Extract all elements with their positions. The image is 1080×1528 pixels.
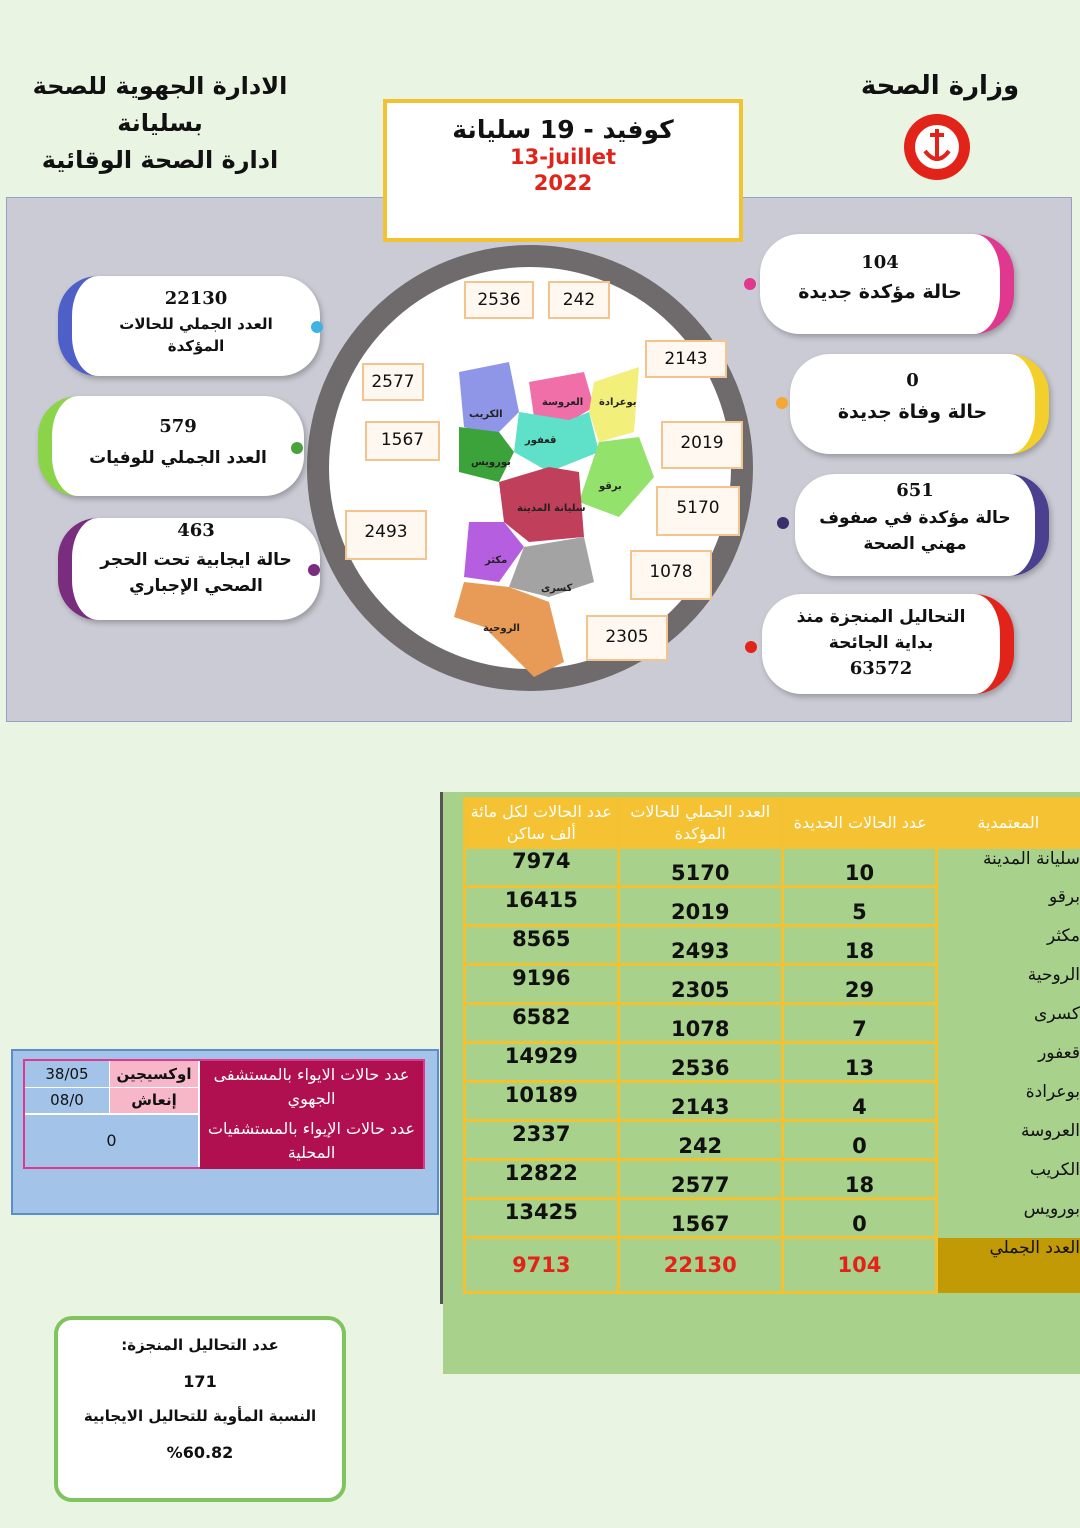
map-label-krib: 2577 — [362, 363, 424, 401]
per100k: 8565 — [465, 926, 619, 965]
total-cases: 2536 — [618, 1043, 782, 1082]
region-label-kesra: كسرى — [541, 583, 573, 594]
map-label-makthar: 2493 — [345, 510, 427, 560]
district-name: كسرى — [1034, 1003, 1080, 1024]
local-hosp-label: عدد حالات الإيواء بالمستشفيات المحلية — [200, 1115, 423, 1169]
table-row — [465, 1043, 1080, 1082]
total-total: 22130 — [618, 1238, 782, 1293]
region-label-krib: الكريب — [469, 409, 503, 420]
per100k: 6582 — [465, 1004, 619, 1043]
quarantine-dot — [308, 564, 320, 576]
header-total: العدد الجملي للحالات المؤكدة — [618, 797, 782, 849]
region-label-bourouis: بورويس — [471, 457, 511, 468]
table-row — [465, 849, 1080, 887]
new-cases: 7 — [782, 1004, 936, 1043]
icu-value: 08/0 — [25, 1088, 109, 1113]
icu-label: إنعاش — [110, 1088, 198, 1113]
table-row — [465, 887, 1080, 926]
district-name: مكثر — [1046, 925, 1080, 946]
year-line: 2022 — [533, 171, 593, 195]
region-label-siliana-city: سليانة المدينة — [517, 503, 586, 514]
map-label-bargou: 2019 — [661, 421, 743, 469]
total-cases: 2493 — [618, 926, 782, 965]
total-deaths-dot — [291, 442, 303, 454]
ministry-title: وزارة الصحة — [860, 71, 1020, 101]
tests-since-start-value: 63572 — [849, 658, 913, 679]
region-label-bouarada: بوعرادة — [599, 397, 637, 408]
region-krib — [459, 362, 519, 437]
total-cases: 2577 — [618, 1160, 782, 1199]
total-new: 104 — [782, 1238, 936, 1293]
map-label-kesra: 1078 — [630, 550, 712, 600]
per100k: 2337 — [465, 1121, 619, 1160]
card-new-confirmed — [760, 234, 1014, 334]
per100k: 9196 — [465, 965, 619, 1004]
header-district: المعتمدية — [937, 797, 1080, 849]
header-per100k: عدد الحالات لكل مائة ألف ساكن — [465, 797, 619, 849]
total-per100k: 9713 — [465, 1238, 619, 1293]
total-cases: 2143 — [618, 1082, 782, 1121]
card-new-deaths — [790, 354, 1049, 454]
new-confirmed-dot — [744, 278, 756, 290]
regional-line-3: ادارة الصحة الوقائية — [41, 146, 279, 174]
total-cases: 2019 — [618, 887, 782, 926]
tests-label: عدد التحاليل المنجزة: — [121, 1336, 279, 1354]
total-label: العدد الجملي — [937, 1238, 1080, 1293]
title-line: كوفيد - 19 سليانة — [452, 115, 674, 144]
map-label-rouhia: 2305 — [586, 615, 668, 661]
total-cases: 1078 — [618, 1004, 782, 1043]
regional-hosp-label: عدد حالات الايواء بالمستشفى الجهوي — [200, 1061, 423, 1115]
regional-admin — [30, 68, 290, 179]
total-cases: 1567 — [618, 1199, 782, 1238]
positivity-label: النسبة المأوية للتحاليل الايجابية — [83, 1407, 317, 1425]
date-line: 13-juillet — [510, 145, 616, 169]
new-cases: 0 — [782, 1199, 936, 1238]
tests-since-start-dot — [745, 641, 757, 653]
new-confirmed-label: حالة مؤكدة جديدة — [798, 281, 962, 303]
regional-line-2: بسليانة — [117, 109, 203, 137]
map-label-bouarada: 2143 — [645, 340, 727, 378]
health-workers-dot — [777, 517, 789, 529]
total-deaths-label: العدد الجملي للوفيات — [89, 448, 267, 468]
positivity-value: %60.82 — [166, 1443, 234, 1462]
table-row — [465, 1199, 1080, 1238]
table-row — [465, 1121, 1080, 1160]
district-name: الكريب — [1029, 1159, 1080, 1180]
region-label-gaafour: قعفور — [525, 435, 557, 446]
map-label-gaafour: 2536 — [464, 281, 534, 319]
region-label-bargou: برقو — [599, 481, 622, 492]
total-confirmed-value: 22130 — [164, 288, 228, 309]
cases-table — [463, 797, 1080, 1294]
new-cases: 13 — [782, 1043, 936, 1082]
tests-box — [54, 1316, 346, 1502]
per100k: 7974 — [465, 849, 619, 887]
region-label-makthar: مكثر — [485, 555, 508, 566]
hospital-box — [11, 1049, 439, 1215]
map-label-laaroussa: 242 — [548, 281, 610, 319]
region-bourouis — [459, 427, 514, 482]
per100k: 16415 — [465, 887, 619, 926]
per100k: 13425 — [465, 1199, 619, 1238]
table-header-row — [465, 797, 1080, 849]
new-confirmed-value: 104 — [861, 252, 899, 273]
quarantine-value: 463 — [177, 520, 215, 541]
card-health-workers — [795, 474, 1049, 576]
total-cases: 242 — [618, 1121, 782, 1160]
table-row — [465, 1004, 1080, 1043]
hospital-table — [23, 1059, 425, 1169]
total-cases: 2305 — [618, 965, 782, 1004]
new-cases: 18 — [782, 1160, 936, 1199]
new-deaths-label: حالة وفاة جديدة — [837, 401, 988, 423]
table-row — [465, 1082, 1080, 1121]
district-name: سليانة المدينة — [982, 849, 1080, 869]
total-confirmed-dot — [311, 321, 323, 333]
card-total-confirmed — [58, 276, 320, 376]
per100k: 10189 — [465, 1082, 619, 1121]
quarantine-label: حالة ايجابية تحت الحجر الصحي الإجباري — [100, 550, 292, 596]
health-workers-value: 651 — [896, 480, 934, 501]
ministry-logo — [903, 113, 971, 181]
table-left-rule — [440, 792, 443, 1304]
district-name: قعفور — [1038, 1042, 1080, 1063]
district-name: الروحية — [1027, 964, 1080, 985]
district-name: بورويس — [1023, 1198, 1080, 1219]
table-total-row — [465, 1238, 1080, 1293]
table-row — [465, 926, 1080, 965]
total-cases: 5170 — [618, 849, 782, 887]
per100k: 12822 — [465, 1160, 619, 1199]
new-cases: 5 — [782, 887, 936, 926]
card-total-deaths — [38, 396, 304, 496]
new-cases: 29 — [782, 965, 936, 1004]
per100k: 14929 — [465, 1043, 619, 1082]
header-new: عدد الحالات الجديدة — [782, 797, 936, 849]
district-name: العروسة — [1020, 1120, 1080, 1141]
new-deaths-value: 0 — [906, 370, 919, 391]
new-cases: 18 — [782, 926, 936, 965]
new-cases: 0 — [782, 1121, 936, 1160]
district-name: بوعرادة — [1025, 1081, 1080, 1102]
tests-value: 171 — [183, 1372, 217, 1391]
health-workers-label: حالة مؤكدة في صفوف مهني الصحة — [819, 508, 1011, 554]
new-cases: 10 — [782, 849, 936, 887]
district-name: برقو — [1048, 886, 1080, 907]
tests-since-start-label: التحاليل المنجزة منذ بداية الجائحة — [796, 607, 966, 653]
region-label-rouhia: الروحية — [483, 623, 520, 634]
card-quarantine — [58, 518, 320, 620]
table-row — [465, 1160, 1080, 1199]
total-deaths-value: 579 — [159, 416, 197, 437]
map-label-bourouis: 1567 — [365, 421, 440, 461]
total-confirmed-label: العدد الجملي للحالات المؤكدة — [119, 315, 273, 355]
oxygen-value: 38/05 — [25, 1061, 109, 1087]
region-label-laaroussa: العروسة — [542, 397, 584, 408]
local-hosp-value: 0 — [25, 1115, 198, 1167]
new-cases: 4 — [782, 1082, 936, 1121]
card-tests-since-start — [762, 594, 1014, 694]
oxygen-label: اوكسيجين — [110, 1061, 198, 1087]
title-box — [383, 99, 743, 242]
table-row — [465, 965, 1080, 1004]
map-label-siliana-city: 5170 — [656, 486, 740, 536]
regional-line-1: الادارة الجهوية للصحة — [32, 72, 288, 100]
new-deaths-dot — [776, 397, 788, 409]
